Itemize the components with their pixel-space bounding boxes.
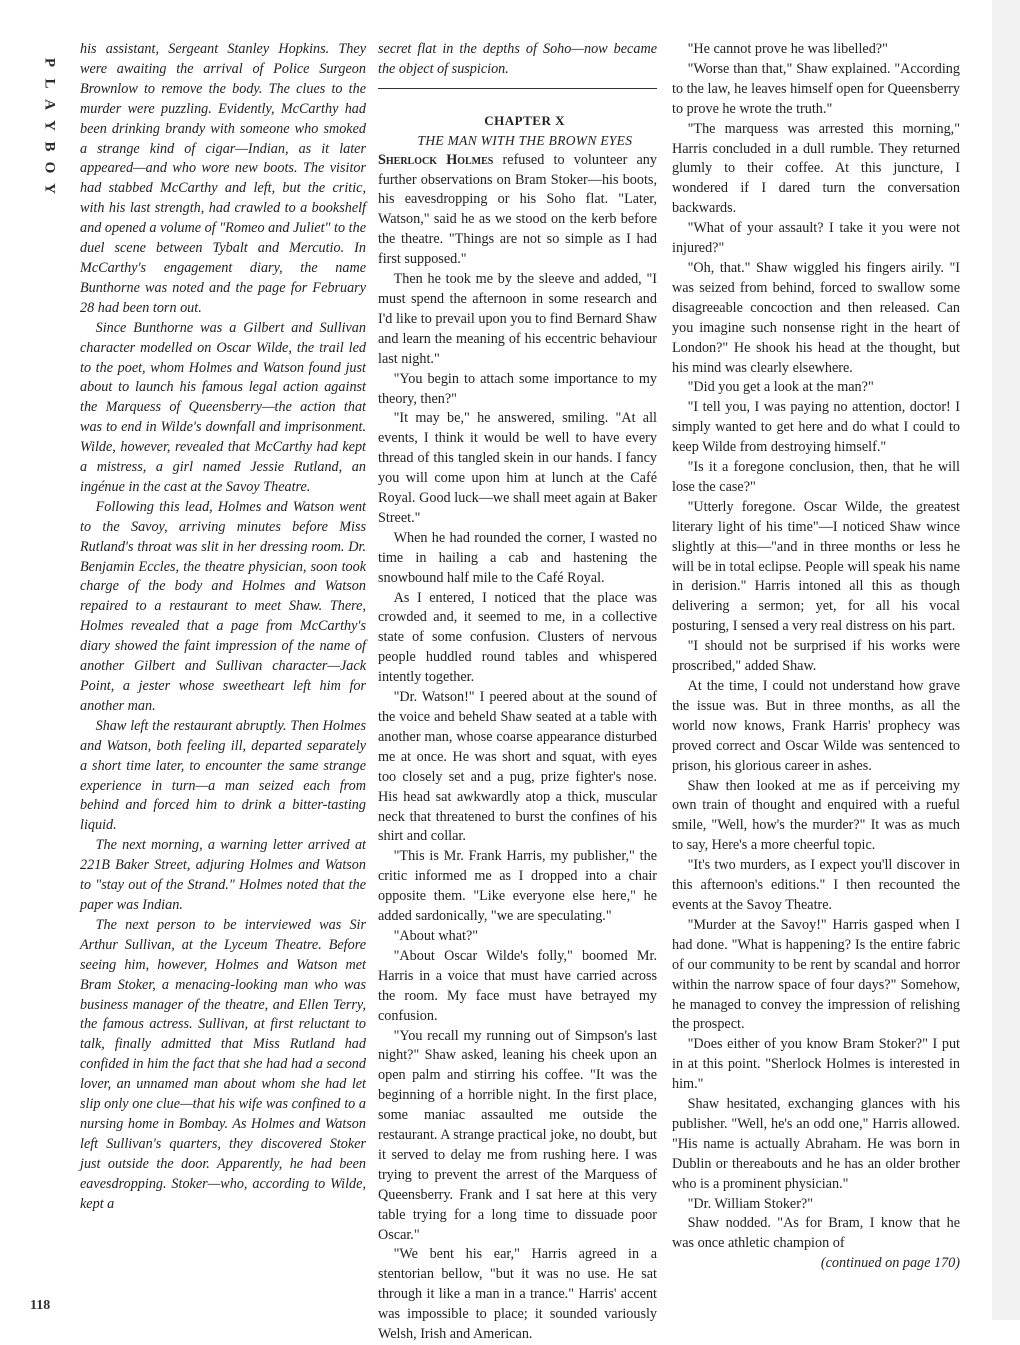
story-paragraph: "This is Mr. Frank Harris, my publisher," the critic informed me as I dropped into a chair opposite them. "Like everyone else here," he added sardonically, "we are speculating." (378, 848, 657, 925)
story-paragraph: "About Oscar Wilde's folly," boomed Mr. Harris in a voice that must have carried across the room. My face must have betrayed my confusion. (378, 947, 657, 1024)
story-paragraph: "About what?" (393, 927, 479, 944)
page-number: 118 (30, 1298, 51, 1313)
opening-paragraph (378, 151, 657, 270)
story-paragraph: "Worse than that," Shaw explained. "According to the law, he leaves himself open for Queensberry to prove he wrote the truth." (672, 60, 960, 117)
story-paragraph: "Did you get a look at the man?" (687, 379, 874, 396)
synopsis-paragraph: Following this lead, Holmes and Watson went to the Savoy, arriving minutes before Miss Rutland's throat was slit in her dressing room. Dr. Benjamin Eccles, the theatre physician, soon took charge of the body and Holmes and Watson repaired to a restaurant to meet Shaw. There, Holmes revealed that a page from McCarthy's diary showed the faint impression of the name of another Gilbert and Sullivan character—Jack Point, a jester whose sweetheart left him for another man. (80, 498, 366, 714)
logo-letter: B (41, 141, 58, 152)
story-paragraph: "What of your assault? I take it you were not injured?" (672, 220, 960, 257)
story-paragraph: "Dr. Watson!" I peered about at the sound of the voice and beheld Shaw seated at a table with another man, whose coarse appearance disturbed me at once. He was short and squat, with eyes too closely set and a pug, prize fighter's nose. His head sat awkwardly atop a thick, muscular neck that threatened to burst the confines of his shirt and collar. (378, 689, 657, 845)
story-paragraph: "Utterly foregone. Oscar Wilde, the greatest literary light of his time"—I noticed Shaw wince slightly at this—"and in three months or less he will be in total eclipse. People will speak his name in derision." Harris intoned all this as though delivering a sermon; yet, for all his vocal posturing, I sensed a very real distress on his part. (672, 498, 960, 635)
logo-letter: A (41, 99, 58, 110)
lead-in-smallcaps: Sherlock Holmes (378, 151, 494, 168)
story-paragraph: "You begin to attach some importance to my theory, then?" (378, 370, 657, 407)
story-paragraph: "Oh, that." Shaw wiggled his fingers airily. "I was seized from behind, forced to swallow some disagreeable concoction and then released. Can you imagine such nonsense right in the heart of London?" He shook his head at the thought, but his mind was clearly elsewhere. (672, 259, 960, 376)
logo-letter: P (41, 57, 58, 68)
synopsis-paragraph: The next person to be interviewed was Sir Arthur Sullivan, at the Lyceum Theatre. Before seeing him, however, Holmes and Watson met Bram Stoker, a menacing-looking man who was business manager of the theatre, and Ellen Terry, the famous actress. Sullivan, at first reluctant to talk, finally admitted that Miss Rutland had confided in him the fact that she had had a second lover, an unnamed man about whom she had let slip only one clue—that his wife was confined to a nursing home in Bombay. As Holmes and Watson left Sullivan's quarters, they discovered Stoker just outside the door. Apparently, he had been eavesdropping. Stoker—who, according to Wilde, kept a (80, 916, 366, 1212)
story-paragraph: "I tell you, I was paying no attention, doctor! I simply wanted to get here and do what I could to keep Wilde from destroying himself." (672, 399, 960, 456)
chapter-number: CHAPTER X (484, 112, 565, 128)
story-paragraph: When he had rounded the corner, I wasted no time in hailing a cab and hastening the snowbound half mile to the Café Royal. (378, 529, 657, 586)
continued-on-link[interactable]: (continued on page 170) (820, 1255, 960, 1272)
story-column-3 (672, 40, 960, 1274)
synopsis-ending: secret flat in the depths of Soho—now became the object of suspicion. (378, 41, 657, 77)
story-paragraph: "The marquess was arrested this morning," Harris concluded in a dull rumble. They returned glumly to their coffee. At this juncture, I wondered if I dared turn the conversation backwards. (672, 120, 960, 217)
playboy-logo (36, 52, 56, 199)
story-paragraph: "It may be," he answered, smiling. "At all events, I think it would be well to have every thread of this tangled skein in our hands. I fancy you will come upon him at lunch at the Café Royal. Good luck—we shall meet again at Baker Street." (378, 410, 657, 526)
story-paragraph: Shaw then looked at me as if perceiving my own train of thought and enquired with a rueful smile, "Well, how's the murder?" It was as much to say, Here's a more cheerful topic. (672, 777, 960, 854)
page-fold-shadow (992, 0, 1020, 1320)
opening-text: refused to volunteer any further observations on Bram Stoker—his boots, his eavesdropping or his Soho flat. "Later, Watson," said he as we stood on the kerb before the theatre. "Things are not so simple as I had first supposed." (378, 151, 657, 268)
story-paragraph: As I entered, I noticed that the place was crowded and, it seemed to me, in a collective state of some confusion. Clusters of nervous people huddled round tables and whispered intently together. (378, 589, 657, 686)
story-paragraph: "He cannot prove he was libelled?" (687, 41, 888, 57)
story-paragraph: "Is it a foregone conclusion, then, that he will lose the case?" (672, 459, 960, 495)
story-paragraph: Shaw hesitated, exchanging glances with his publisher. "Well, he's an odd one," Harris allowed. "His name is actually Abraham. He was born in Dublin or thereabouts and he has an older brother who is a prominent physician." (672, 1096, 960, 1192)
synopsis-paragraph: his assistant, Sergeant Stanley Hopkins. They were awaiting the arrival of Police Surgeon Brownlow to remove the body. The clues to the murder were puzzling. Evidently, McCarthy had been drinking brandy with someone who smoked a strange kind of cigar—Indian, as it later appeared—and who wore new boots. The visitor had stabbed McCarthy and left, but the critic, with his last strength, had crawled to a bookshelf and opened a volume of "Romeo and Juliet" to the duel scene between Tybalt and Mercutio. In McCarthy's engagement diary, the name Bunthorne was noted and the page for February 28 had been torn out. (80, 41, 366, 316)
logo-letter: Y (41, 120, 58, 131)
synopsis-paragraph: Since Bunthorne was a Gilbert and Sullivan character modelled on Oscar Wilde, the trail led to the poet, whom Holmes and Watson found just about to launch his famous legal action against the Marquess of Queensberry—the action that was to end in Wilde's downfall and imprisonment. Wilde, however, revealed that McCarthy had kept a mistress, a girl named Jessie Rutland, an ingénue in the cast at the Savoy Theatre. (80, 319, 366, 495)
chapter-title: THE MAN WITH THE BROWN EYES (417, 132, 633, 148)
logo-letter: L (41, 78, 58, 89)
section-divider (378, 88, 657, 89)
story-paragraph: "Dr. William Stoker?" (687, 1195, 814, 1212)
synopsis-column (80, 40, 366, 1214)
story-paragraph: "Does either of you know Bram Stoker?" I put in at this point. "Sherlock Holmes is interested in him." (672, 1036, 960, 1093)
story-paragraph: "It's two murders, as I expect you'll discover in this afternoon's editions." I then recounted the events at the Savoy Theatre. (672, 857, 960, 913)
story-paragraph: "You recall my running out of Simpson's last night?" Shaw asked, leaning his cheek upon an open palm and stirring his coffee. "It was the beginning of a horrible night. In the first place, some maniac assaulted me outside the restaurant. A strange practical joke, no doubt, but it served to delay me from rushing here. I was trying to prevent the arrest of the Marquess of Queensberry. Frank and I sat here at this very table trying for a long time to dissuade poor Oscar." (378, 1027, 657, 1243)
story-paragraph: "I should not be surprised if his works were proscribed," added Shaw. (672, 638, 960, 675)
story-paragraph: "We bent his ear," Harris agreed in a stentorian bellow, "but it was no use. He sat through it like a man in a trance." Harris' accent was impossible to place; it sounded variously Welsh, Irish and American. (378, 1246, 657, 1343)
synopsis-paragraph: The next morning, a warning letter arrived at 221B Baker Street, adjuring Holmes and Watson to "stay out of the Strand." Holmes noted that the paper was Indian. (80, 837, 366, 913)
story-paragraph: At the time, I could not understand how grave the issue was. But in three months, as all the world now knows, Frank Harris' prophecy was proved correct and Oscar Wilde was sentenced to prison, his glorious career in ashes. (672, 678, 960, 774)
story-paragraph: Then he took me by the sleeve and added, "I must spend the afternoon in some research and I'd like to prevail upon you to find Bernard Shaw and learn the meaning of his eccentric behaviour last night." (378, 271, 657, 367)
synopsis-paragraph: Shaw left the restaurant abruptly. Then Holmes and Watson, both feeling ill, departed separately a short time later, to encounter the same strange experience in turn—a man seized each from behind and forced him to drink a bitter-tasting liquid. (80, 717, 366, 834)
story-paragraph: "Murder at the Savoy!" Harris gasped when I had done. "What is happening? Is the entire fabric of our community to be rent by scandal and horror within the narrow space of four days?" Somehow, he managed to convey the impression of relishing the prospect. (672, 916, 960, 1033)
story-paragraph: Shaw nodded. "As for Bram, I know that he was once athletic champion of (672, 1215, 960, 1252)
story-column-2 (378, 40, 657, 1345)
logo-letter: O (41, 161, 58, 174)
logo-letter: Y (41, 183, 58, 194)
